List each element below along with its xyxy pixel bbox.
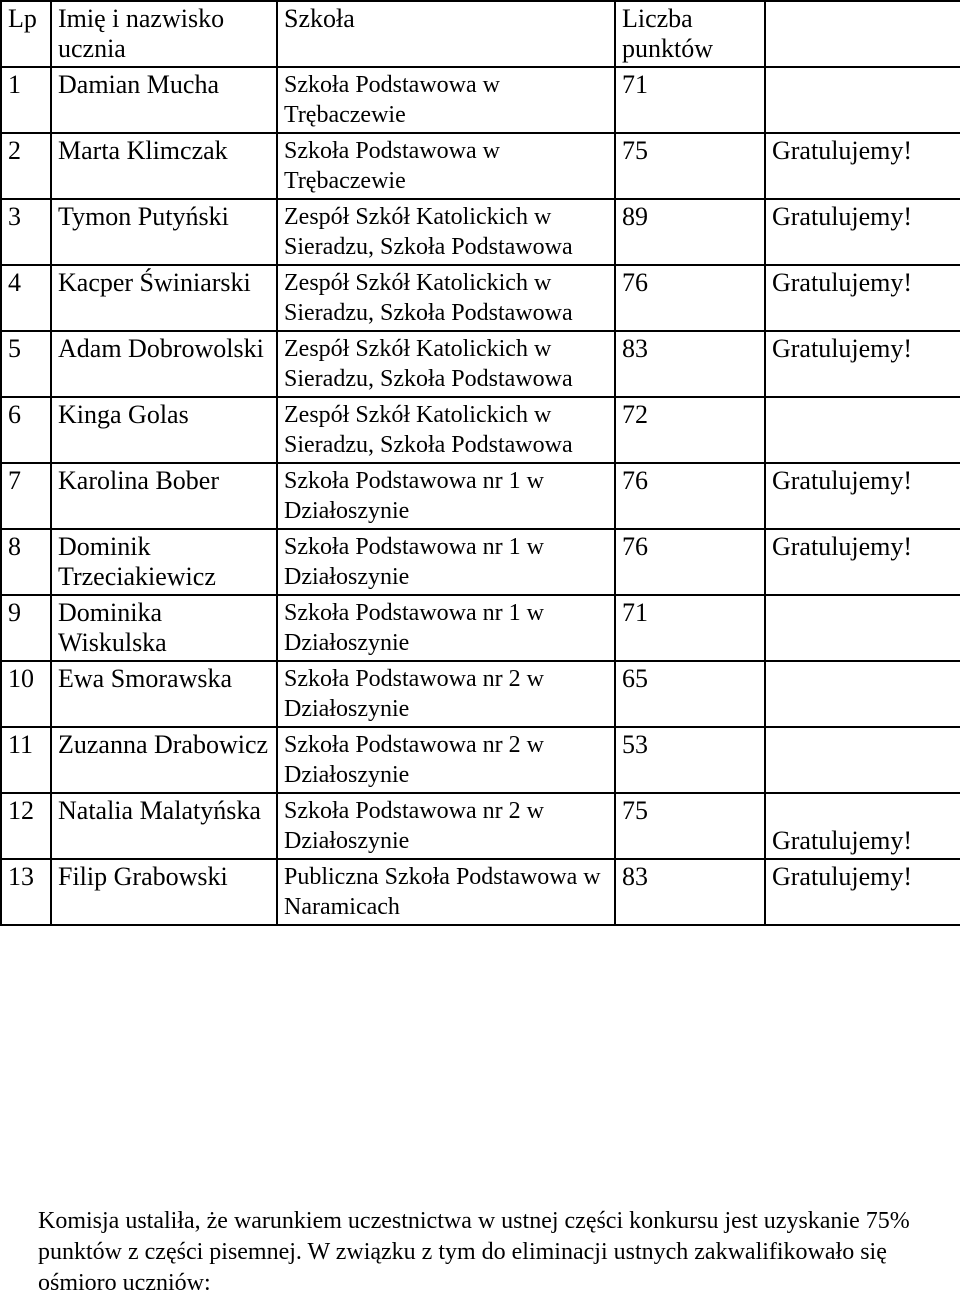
cell-school: Szkoła Podstawowa nr 1 w Działoszynie <box>277 529 615 595</box>
cell-name: Damian Mucha <box>51 67 277 133</box>
cell-name: Dominik Trzeciakiewicz <box>51 529 277 595</box>
cell-points: 83 <box>615 859 765 925</box>
table-row <box>1 793 960 859</box>
cell-points: 71 <box>615 67 765 133</box>
cell-note: Gratulujemy! <box>765 463 960 529</box>
cell-points: 71 <box>615 595 765 661</box>
table-row <box>1 529 960 595</box>
cell-note: Gratulujemy! <box>765 199 960 265</box>
table-row <box>1 463 960 529</box>
cell-lp: 11 <box>1 727 51 793</box>
cell-lp: 13 <box>1 859 51 925</box>
cell-points: 75 <box>615 133 765 199</box>
cell-name: Dominika Wiskulska <box>51 595 277 661</box>
cell-points: 76 <box>615 529 765 595</box>
cell-note: Gratulujemy! <box>765 331 960 397</box>
header-points: Liczba punktów <box>615 1 765 67</box>
footer-note: Komisja ustaliła, że warunkiem uczestnictwa w ustnej części konkursu jest uzyskanie 75% punktów z części pisemnej. W związku z tym do eliminacji ustnych zakwalifikowało się ośmioro uczniów: <box>38 1208 910 1296</box>
cell-points: 76 <box>615 463 765 529</box>
table-row <box>1 265 960 331</box>
cell-school: Zespół Szkół Katolickich w Sieradzu, Szkoła Podstawowa <box>277 265 615 331</box>
cell-school: Szkoła Podstawowa nr 2 w Działoszynie <box>277 793 615 859</box>
cell-note <box>765 397 960 463</box>
cell-school: Szkoła Podstawowa nr 2 w Działoszynie <box>277 661 615 727</box>
header-note <box>765 1 960 67</box>
table-row <box>1 397 960 463</box>
cell-name: Marta Klimczak <box>51 133 277 199</box>
cell-school: Zespół Szkół Katolickich w Sieradzu, Szkoła Podstawowa <box>277 397 615 463</box>
cell-name: Filip Grabowski <box>51 859 277 925</box>
cell-note <box>765 67 960 133</box>
cell-name: Ewa Smorawska <box>51 661 277 727</box>
cell-name: Kacper Świniarski <box>51 265 277 331</box>
cell-lp: 3 <box>1 199 51 265</box>
cell-points: 53 <box>615 727 765 793</box>
table-row <box>1 67 960 133</box>
header-school: Szkoła <box>277 1 615 67</box>
table-row <box>1 859 960 925</box>
cell-note: Gratulujemy! <box>765 133 960 199</box>
cell-name: Adam Dobrowolski <box>51 331 277 397</box>
table-row <box>1 727 960 793</box>
table-row <box>1 331 960 397</box>
cell-note: Gratulujemy! <box>765 859 960 925</box>
cell-name: Kinga Golas <box>51 397 277 463</box>
cell-note: Gratulujemy! <box>765 793 960 859</box>
cell-lp: 6 <box>1 397 51 463</box>
cell-points: 76 <box>615 265 765 331</box>
cell-name: Karolina Bober <box>51 463 277 529</box>
cell-note: Gratulujemy! <box>765 529 960 595</box>
cell-lp: 5 <box>1 331 51 397</box>
cell-school: Szkoła Podstawowa w Trębaczewie <box>277 133 615 199</box>
cell-points: 72 <box>615 397 765 463</box>
cell-lp: 9 <box>1 595 51 661</box>
table-row <box>1 661 960 727</box>
cell-points: 89 <box>615 199 765 265</box>
table-row <box>1 199 960 265</box>
cell-school: Zespół Szkół Katolickich w Sieradzu, Szkoła Podstawowa <box>277 199 615 265</box>
cell-lp: 2 <box>1 133 51 199</box>
cell-lp: 4 <box>1 265 51 331</box>
cell-school: Publiczna Szkoła Podstawowa w Naramicach <box>277 859 615 925</box>
cell-lp: 8 <box>1 529 51 595</box>
table-body <box>1 67 960 925</box>
cell-points: 65 <box>615 661 765 727</box>
cell-school: Szkoła Podstawowa nr 1 w Działoszynie <box>277 595 615 661</box>
cell-school: Szkoła Podstawowa nr 2 w Działoszynie <box>277 727 615 793</box>
cell-lp: 12 <box>1 793 51 859</box>
cell-name: Tymon Putyński <box>51 199 277 265</box>
cell-lp: 10 <box>1 661 51 727</box>
header-lp: Lp <box>1 1 51 67</box>
cell-points: 83 <box>615 331 765 397</box>
cell-school: Zespół Szkół Katolickich w Sieradzu, Szkoła Podstawowa <box>277 331 615 397</box>
cell-note <box>765 595 960 661</box>
header-row <box>1 1 960 67</box>
cell-points: 75 <box>615 793 765 859</box>
cell-school: Szkoła Podstawowa nr 1 w Działoszynie <box>277 463 615 529</box>
cell-school: Szkoła Podstawowa w Trębaczewie <box>277 67 615 133</box>
cell-name: Zuzanna Drabowicz <box>51 727 277 793</box>
header-name: Imię i nazwisko ucznia <box>51 1 277 67</box>
cell-note <box>765 661 960 727</box>
cell-note <box>765 727 960 793</box>
cell-lp: 1 <box>1 67 51 133</box>
table-row <box>1 595 960 661</box>
cell-name: Natalia Malatyńska <box>51 793 277 859</box>
table-row <box>1 133 960 199</box>
cell-note: Gratulujemy! <box>765 265 960 331</box>
cell-lp: 7 <box>1 463 51 529</box>
